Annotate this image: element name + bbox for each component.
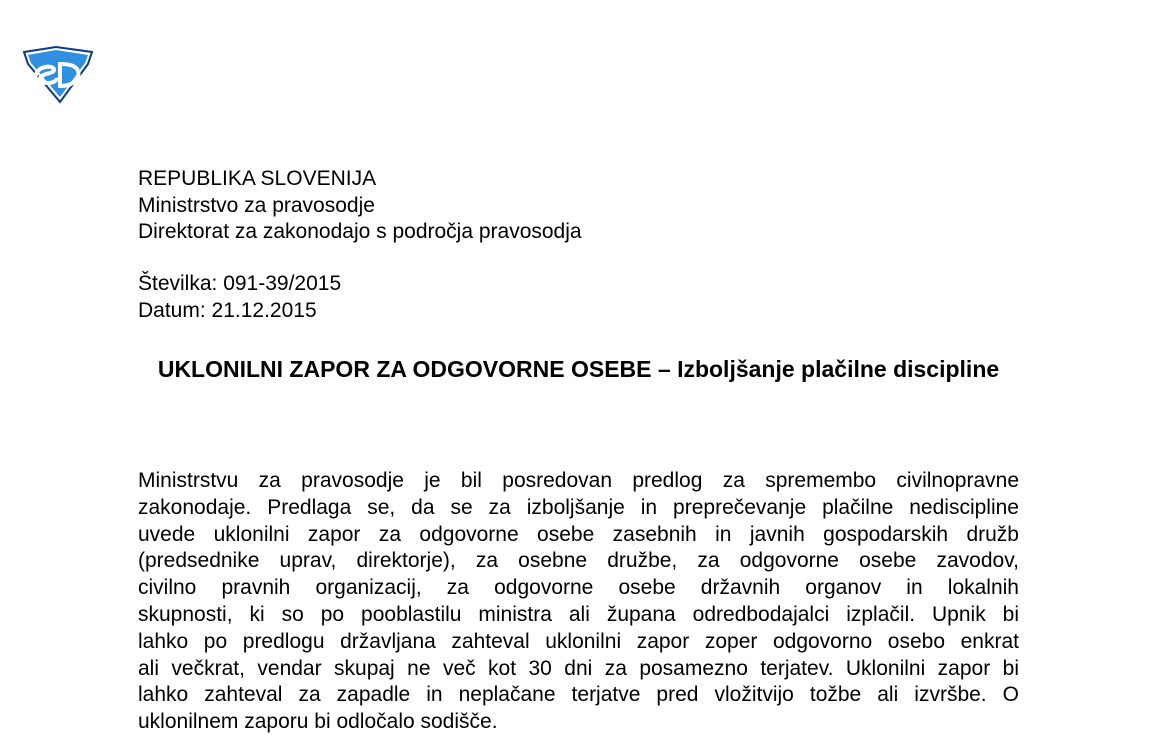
document-meta [138,271,341,324]
paragraph-line: uvede uklonilni zapor za odgovorne osebe zasebnih in javnih gospodarskih družb [138,522,1019,546]
institution-header [138,166,582,246]
paragraph-line: zakonodaje. Predlaga se, da se za izboljšanje in preprečevanje plačilne nediscipline [138,495,1019,519]
document-title: UKLONILNI ZAPOR ZA ODGOVORNE OSEBE – Izboljšanje plačilne discipline [157,356,1000,382]
header-directorate: Direktorat za zakonodajo s področja pravosodja [138,220,582,243]
document-date: Datum: 21.12.2015 [138,298,317,322]
paragraph-line: (predsednike uprav, direktorje), za osebne družbe, za odgovorne osebe zavodov, [138,549,1019,573]
paragraph-line: civilno pravnih organizacij, za odgovorne osebe državnih organov in lokalnih [138,576,1019,600]
body-paragraph [138,468,1019,736]
paragraph-line: lahko zahteval za zapadle in neplačane terjatve pred vložitvijo tožbe ali izvršbe. O [138,683,1019,707]
paragraph-line: skupnosti, ki so po pooblastilu ministra ali župana odredbodajalci izplačil. Upnik bi [138,602,1019,626]
paragraph-line: ali večkrat, vendar skupaj ne več kot 30 dni za posamezno terjatev. Uklonilni zapor bi [138,656,1019,680]
paragraph-line: Ministrstvu za pravosodje je bil posredovan predlog za spremembo civilnopravne [138,469,1019,492]
paragraph-line: uklonilnem zaporu bi odločalo sodišče. [138,710,498,734]
header-ministry: Ministrstvo za pravosodje [138,193,375,217]
header-republic: REPUBLIKA SLOVENIJA [138,167,377,190]
paragraph-line: lahko po predlogu državljana zahteval uklonilni zapor zoper odgovorno osebo enkrat [138,629,1019,653]
document-number: Številka: 091-39/2015 [138,272,342,295]
sd-logo-icon [20,46,96,104]
sd-shield-logo [20,46,96,104]
